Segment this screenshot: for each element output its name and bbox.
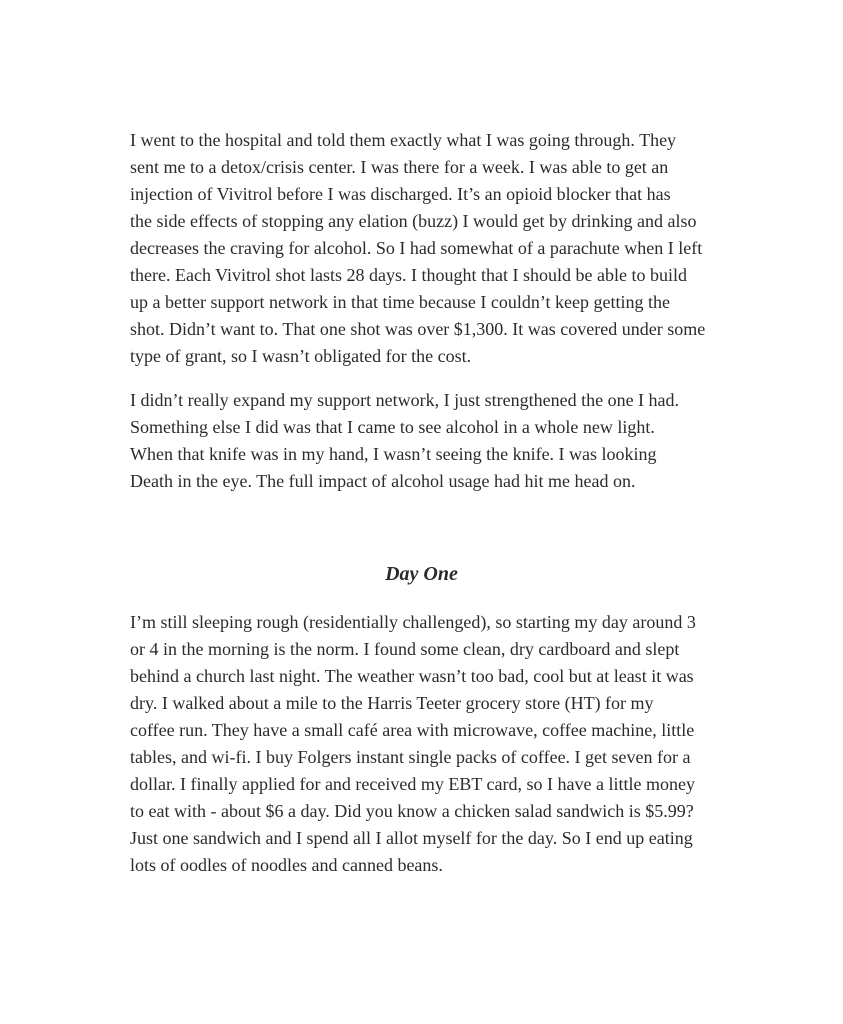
- text-line: there. Each Vivitrol shot lasts 28 days. I thought that I should be able to build: [130, 265, 687, 285]
- text-line: or 4 in the morning is the norm. I found some clean, dry cardboard and slept: [130, 639, 680, 659]
- text-line: Death in the eye. The full impact of alcohol usage had hit me head on.: [130, 471, 636, 491]
- text-line: lots of oodles of noodles and canned beans.: [130, 855, 443, 875]
- text-line: tables, and wi-fi. I buy Folgers instant single packs of coffee. I get seven for a: [130, 747, 691, 767]
- text-line: shot. Didn’t want to. That one shot was over $1,300. It was covered under some: [130, 319, 706, 339]
- text-line: the side effects of stopping any elation (buzz) I would get by drinking and also: [130, 211, 697, 231]
- paragraph-support-network: [130, 387, 720, 495]
- text-line: I’m still sleeping rough (residentially challenged), so starting my day around 3: [130, 612, 696, 632]
- text-line: to eat with - about $6 a day. Did you know a chicken salad sandwich is $5.99?: [130, 801, 694, 821]
- text-line: injection of Vivitrol before I was discharged. It’s an opioid blocker that has: [130, 184, 671, 204]
- text-line: dollar. I finally applied for and received my EBT card, so I have a little money: [130, 774, 695, 794]
- text-line: Something else I did was that I came to see alcohol in a whole new light.: [130, 417, 655, 437]
- text-line: sent me to a detox/crisis center. I was there for a week. I was able to get an: [130, 157, 669, 177]
- text-line: dry. I walked about a mile to the Harris Teeter grocery store (HT) for my: [130, 693, 654, 713]
- text-line: coffee run. They have a small café area with microwave, coffee machine, little: [130, 720, 695, 740]
- text-line: up a better support network in that time because I couldn’t keep getting the: [130, 292, 671, 312]
- paragraph-hospital-detox: [130, 127, 720, 370]
- paragraph-day-one: [130, 609, 720, 879]
- section-heading: Day One: [385, 563, 458, 585]
- text-line: type of grant, so I wasn’t obligated for the cost.: [130, 346, 472, 366]
- text-line: decreases the craving for alcohol. So I had somewhat of a parachute when I left: [130, 238, 703, 258]
- text-line: I went to the hospital and told them exactly what I was going through. They: [130, 130, 677, 150]
- text-line: I didn’t really expand my support network, I just strengthened the one I had.: [130, 390, 680, 410]
- text-line: behind a church last night. The weather wasn’t too bad, cool but at least it was: [130, 666, 694, 686]
- text-line: When that knife was in my hand, I wasn’t seeing the knife. I was looking: [130, 444, 657, 464]
- text-line: Just one sandwich and I spend all I allot myself for the day. So I end up eating: [130, 828, 693, 848]
